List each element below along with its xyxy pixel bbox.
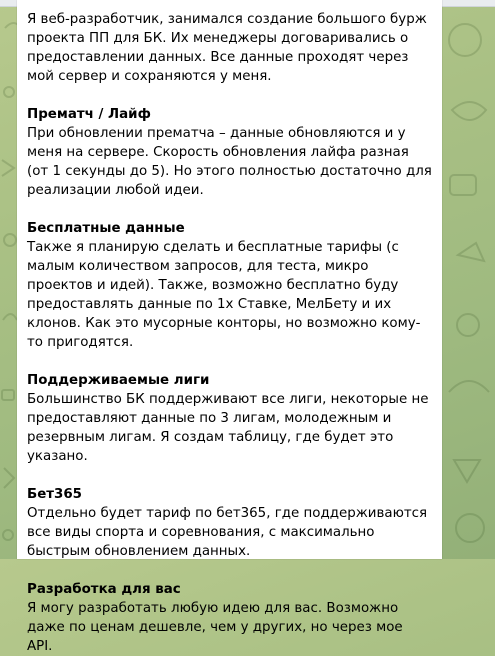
section-prematch-live bbox=[27, 105, 432, 200]
section-text: Большинство БК поддерживают все лиги, некоторые не предоставляют данные по 3 лигам, молодежным и резервным лигам. Я создам таблицу, где будет это указано. bbox=[27, 392, 429, 464]
section-title: Прематч / Лайф bbox=[27, 107, 151, 122]
section-text: Я могу разработать любую идею для вас. Возможно даже по ценам дешевле, чем у других, но через мое API. bbox=[27, 601, 403, 654]
section-title: Разработка для вас bbox=[27, 582, 181, 597]
section-development bbox=[27, 580, 432, 656]
section-bet365 bbox=[27, 485, 432, 561]
section-title: Бет365 bbox=[27, 487, 83, 502]
message-intro: Я веб-разработчик, занимался создание большого бурж проекта ПП для БК. Их менеджеры договаривались о предоставлении данных. Все данные проходят через мой сервер и сохраняются у меня. bbox=[27, 12, 427, 84]
message-content bbox=[17, 0, 442, 656]
section-free-data bbox=[27, 219, 432, 352]
section-title: Бесплатные данные bbox=[27, 221, 185, 236]
section-text: При обновлении прематча – данные обновляются и у меня на сервере. Скорость обновления лайфа разная (от 1 секунды до 5). Но этого полностью достаточно для реализации любой идеи. bbox=[27, 126, 432, 198]
section-text: Отдельно будет тариф по бет365, где поддерживаются все виды спорта и соревнования, с максимально быстрым обновлением данных. bbox=[27, 506, 428, 559]
message-bubble bbox=[17, 0, 442, 654]
section-text: Также я планирую сделать и бесплатные тарифы (с малым количеством запросов, для теста, микро проектов и идей). Также, возможно бесплатно буду предоставлять данные по 1х Ставке, МелБету и их клонов. Как это мусорные конторы, но возможно кому-то пригодятся. bbox=[27, 240, 421, 350]
section-title: Поддерживаемые лиги bbox=[27, 373, 210, 388]
section-supported-leagues bbox=[27, 371, 432, 466]
